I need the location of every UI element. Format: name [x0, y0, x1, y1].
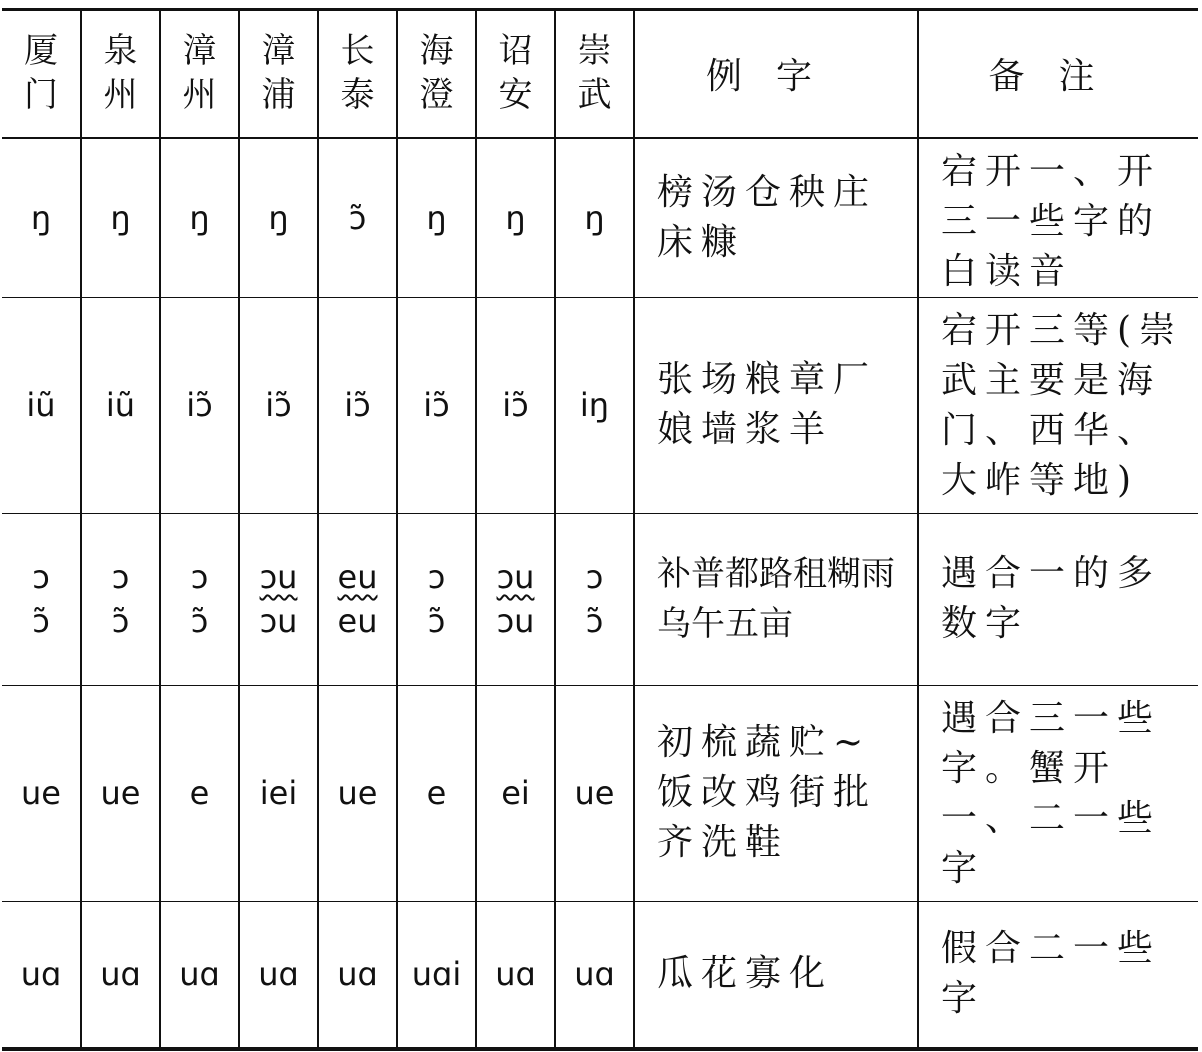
note-text: 假合二一些字: [918, 901, 1198, 1049]
phonetic-cell: ue: [2, 685, 81, 901]
dialect-comparison-table: [2, 8, 1198, 1051]
phonetic-cell: iei: [239, 685, 318, 901]
phonetic-cell: e: [397, 685, 476, 901]
phonetic-cell: ŋ: [160, 138, 239, 298]
phonetic-cell: ue: [318, 685, 397, 901]
note-text: 遇合三一些字。蟹开一、二一些字: [918, 685, 1198, 901]
phonetic-cell: ue: [81, 685, 160, 901]
header-zhangzhou: 漳 州: [160, 10, 239, 138]
phonetic-cell: ue: [555, 685, 634, 901]
table-row: [2, 685, 1198, 901]
phonetic-cell: e: [160, 685, 239, 901]
table-row: [2, 513, 1198, 685]
header-zhaoan: 诏 安: [476, 10, 555, 138]
example-characters: 榜汤仓秧庄床糠: [634, 138, 918, 298]
phonetic-cell: ŋ: [397, 138, 476, 298]
header-notes: 备注: [918, 10, 1198, 138]
header-chongwu: 崇 武: [555, 10, 634, 138]
phonetic-cell: uɑ: [239, 901, 318, 1049]
phonetic-cell: uɑi: [397, 901, 476, 1049]
header-changtai: 长 泰: [318, 10, 397, 138]
header-examples: 例字: [634, 10, 918, 138]
phonetic-cell: iũ: [2, 297, 81, 513]
header-zhangpu: 漳 浦: [239, 10, 318, 138]
table-row: [2, 901, 1198, 1049]
phonetic-cell: uɑ: [555, 901, 634, 1049]
example-characters: 瓜花寡化: [634, 901, 918, 1049]
phonetic-cell: uɑ: [476, 901, 555, 1049]
example-characters: 补普都路租糊雨乌午五亩: [634, 513, 918, 685]
phonetic-cell: ŋ: [555, 138, 634, 298]
phonetic-cell: ɔ ɔ̃: [81, 513, 160, 685]
table-row: [2, 297, 1198, 513]
header-quanzhou: 泉 州: [81, 10, 160, 138]
phonetic-cell: ɔ ɔ̃: [397, 513, 476, 685]
header-xiamen: 厦 门: [2, 10, 81, 138]
header-haicheng: 海 澄: [397, 10, 476, 138]
note-text: 宕开一、开三一些字的白读音: [918, 138, 1198, 298]
phonetic-cell: ɔ ɔ̃: [2, 513, 81, 685]
phonetic-cell: uɑ: [160, 901, 239, 1049]
phonetic-cell: ɔu ɔu: [476, 513, 555, 685]
phonetic-cell: uɑ: [81, 901, 160, 1049]
phonetic-cell: iɔ̃: [160, 297, 239, 513]
phonetic-cell: ŋ: [81, 138, 160, 298]
phonetic-cell: ɔ ɔ̃: [160, 513, 239, 685]
phonetic-cell: iɔ̃: [397, 297, 476, 513]
phonetic-cell: ŋ: [476, 138, 555, 298]
phonetic-cell: eu eu: [318, 513, 397, 685]
phonetic-cell: uɑ: [2, 901, 81, 1049]
phonetic-cell: uɑ: [318, 901, 397, 1049]
header-row: [2, 10, 1198, 138]
phonetic-cell: iɔ̃: [318, 297, 397, 513]
phonetic-cell: ɔu ɔu: [239, 513, 318, 685]
note-text: 遇合一的多数字: [918, 513, 1198, 685]
example-characters: 初梳蔬贮~饭改鸡街批齐洗鞋: [634, 685, 918, 901]
phonetic-cell: ɔ ɔ̃: [555, 513, 634, 685]
example-characters: 张场粮章厂娘墙浆羊: [634, 297, 918, 513]
phonetic-cell: ɔ̃: [318, 138, 397, 298]
phonetic-cell: ŋ: [2, 138, 81, 298]
phonetic-cell: iɔ̃: [476, 297, 555, 513]
note-text: 宕开三等(崇武主要是海门、西华、大岞等地): [918, 297, 1198, 513]
phonetic-cell: iɔ̃: [239, 297, 318, 513]
phonetic-cell: ei: [476, 685, 555, 901]
phonetic-cell: iŋ: [555, 297, 634, 513]
phonetic-cell: ŋ: [239, 138, 318, 298]
phonetic-cell: iũ: [81, 297, 160, 513]
table-row: [2, 138, 1198, 298]
